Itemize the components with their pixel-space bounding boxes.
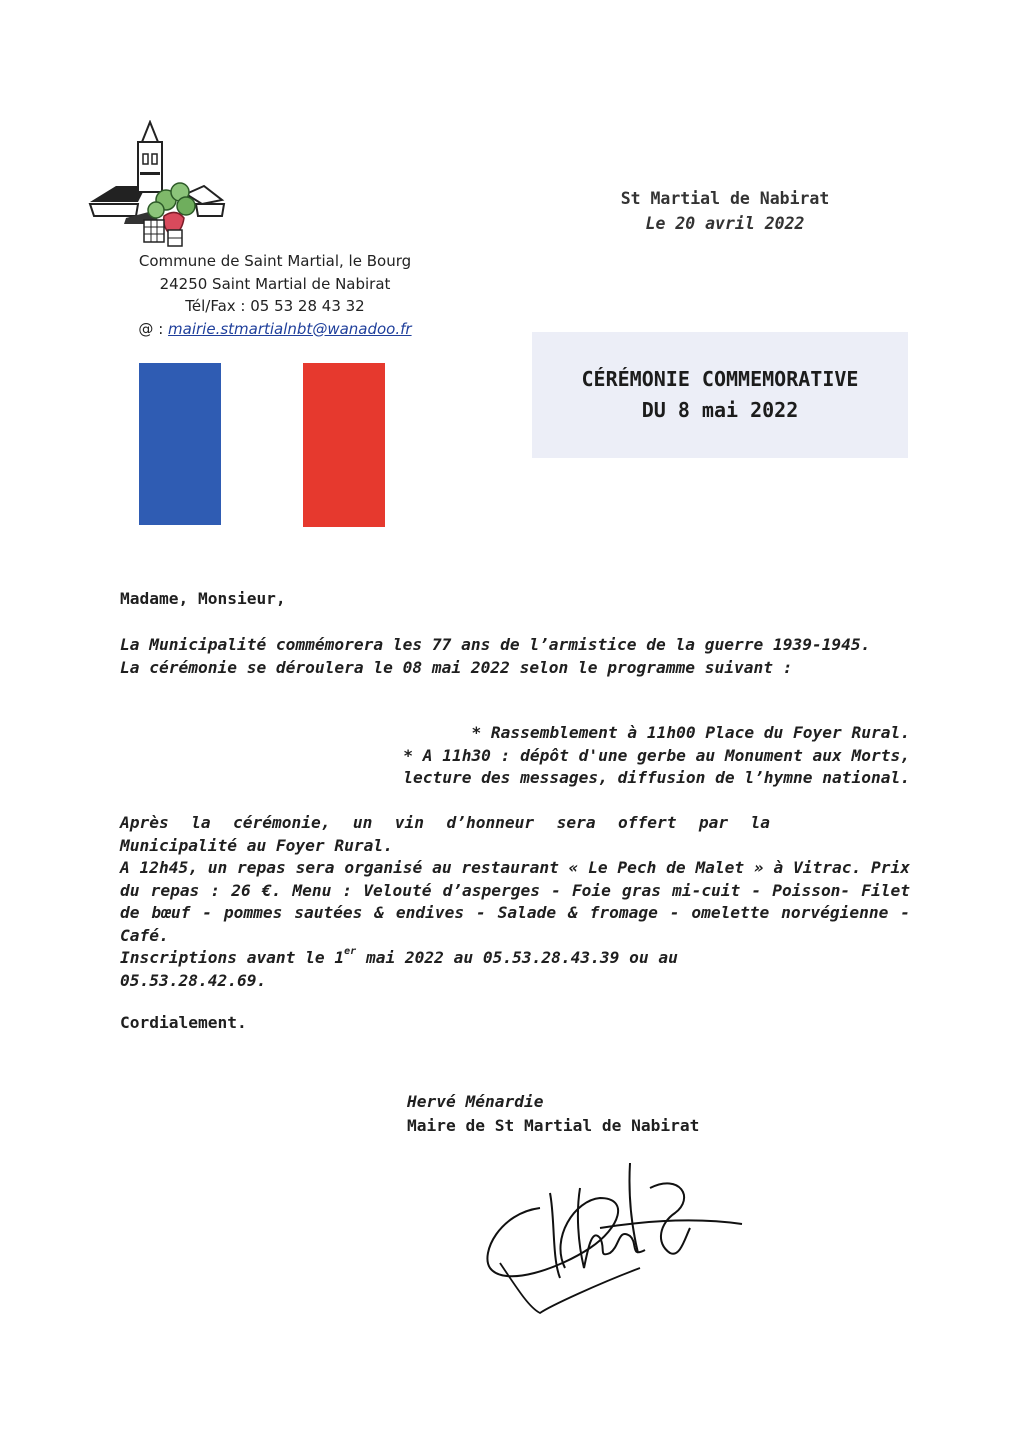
place-date-block <box>560 186 890 236</box>
after-ceremony: Après la cérémonie, un vin d’honneur sera offert par la Municipalité au Foyer Rural. <box>120 813 770 855</box>
signer-block <box>407 1090 827 1138</box>
intro-line-1: La Municipalité commémorera les 77 ans de l’armistice de la guerre 1939-1945. <box>120 635 871 654</box>
flag-blue-stripe <box>139 363 221 525</box>
registration-sup: er <box>344 946 357 957</box>
signature-icon <box>480 1158 750 1318</box>
phone-fax: Tél/Fax : 05 53 28 43 32 <box>185 297 365 315</box>
registration-info <box>120 947 810 992</box>
email-line <box>120 318 430 341</box>
details-paragraph <box>120 812 910 992</box>
postal-address: 24250 Saint Martial de Nabirat <box>159 274 391 293</box>
registration-pre: Inscriptions avant le 1 <box>120 948 345 967</box>
email-link[interactable]: mairie.stmartialnbt@wanadoo.fr <box>168 319 412 338</box>
letter-date: Le 20 avril 2022 <box>645 214 805 233</box>
town-hall-address <box>120 250 430 340</box>
program-item: * A 11h30 : dépôt d'une gerbe au Monument aux Morts, <box>403 745 910 765</box>
program-list <box>290 722 910 790</box>
flag-red-stripe <box>303 363 385 527</box>
title-line-2: DU 8 mai 2022 <box>641 398 799 422</box>
signer-role: Maire de St Martial de Nabirat <box>407 1116 700 1135</box>
program-item: lecture des messages, diffusion de l’hymne national. <box>403 768 910 787</box>
meal-details: A 12h45, un repas sera organisé au restaurant « Le Pech de Malet » à Vitrac. Prix du repas : 26 €. Menu : Velouté d’asperges - Foie gras mi-cuit - Poisson- Filet de bœuf - pommes sautées & endives - Salade & fromage - omelette norvégienne - Café. <box>120 858 910 945</box>
intro-line-2: La cérémonie se déroulera le 08 mai 2022 selon le programme suivant : <box>120 657 793 677</box>
salutation: Madame, Monsieur, <box>120 589 286 608</box>
closing: Cordialement. <box>120 1013 247 1032</box>
commune-logo-icon <box>86 120 228 252</box>
intro-paragraph <box>120 634 910 679</box>
registration-post: mai 2022 au 05.53.28.43.39 ou au 05.53.28.42.69. <box>120 948 678 990</box>
place: St Martial de Nabirat <box>620 189 830 208</box>
title-line-1: CÉRÉMONIE COMMEMORATIVE <box>581 367 859 391</box>
email-prefix: @ : <box>138 319 164 338</box>
program-item: * Rassemblement à 11h00 Place du Foyer Rural. <box>471 723 910 742</box>
commune-name: Commune de Saint Martial, le Bourg <box>138 252 412 270</box>
signer-name: Hervé Ménardie <box>407 1092 544 1111</box>
ceremony-title-box <box>532 332 908 458</box>
